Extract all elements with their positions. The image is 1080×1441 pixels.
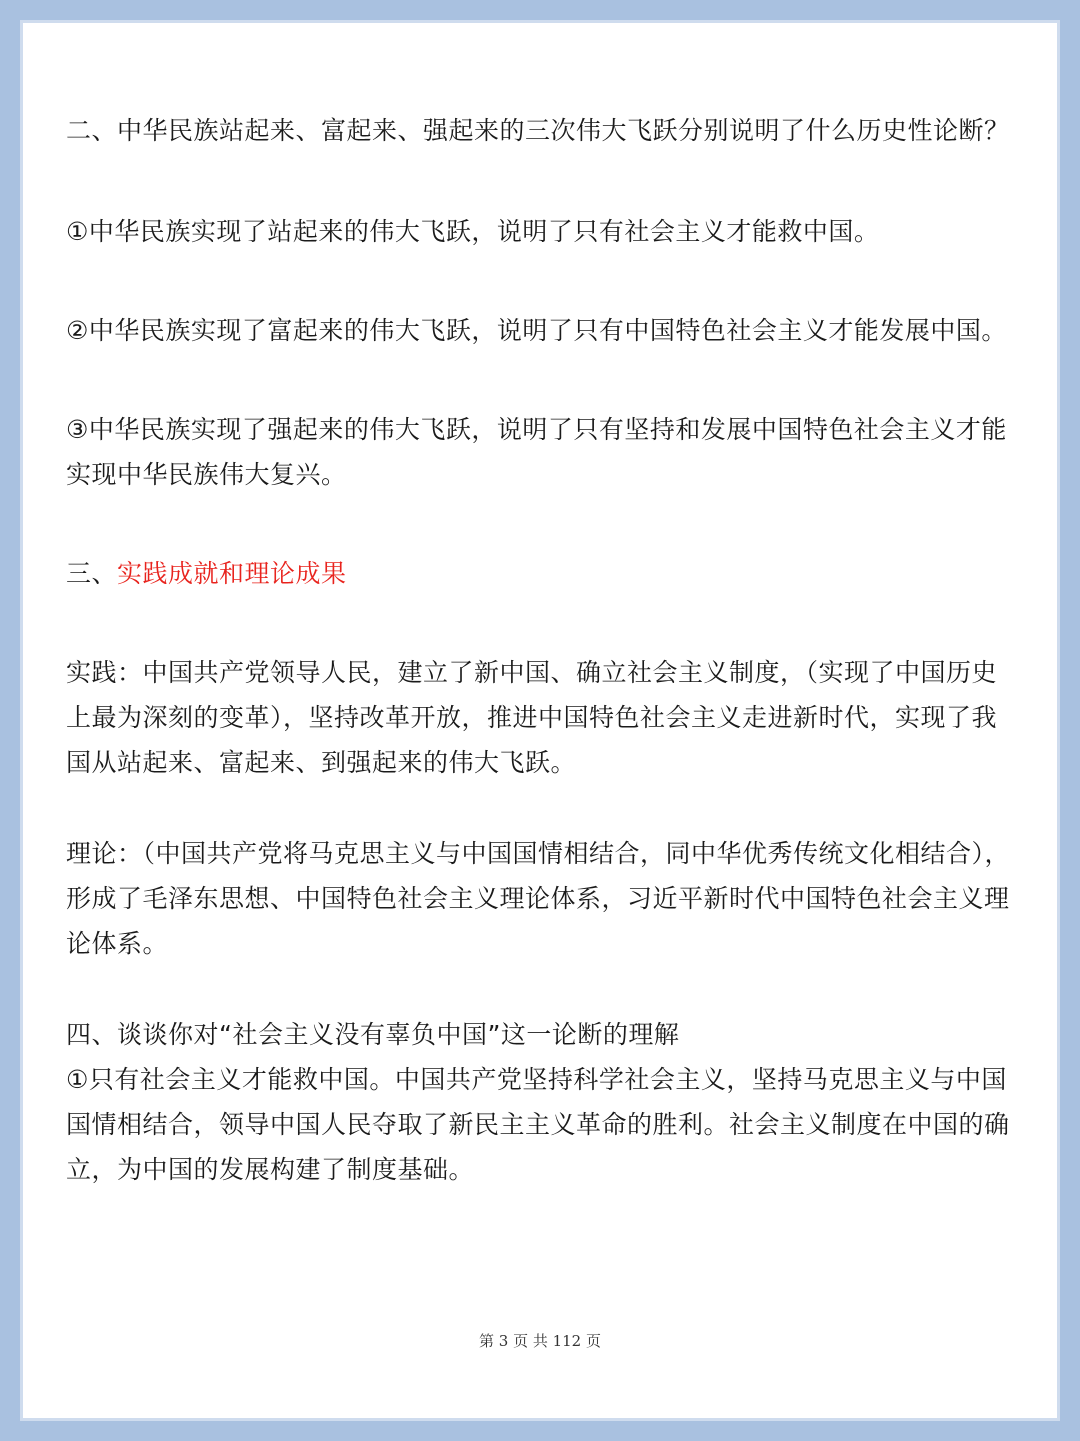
- q4-point-1: ①只有社会主义才能救中国。中国共产党坚持科学社会主义，坚持马克思主义与中国国情相结合，领导中国人民夺取了新民主主义革命的胜利。社会主义制度在中国的确立，为中国的发展构建了制度基础。: [66, 1065, 1010, 1184]
- q3-heading-highlight: 实践成就和理论成果: [117, 559, 347, 588]
- q3-heading: [66, 551, 1016, 596]
- q2-point-3: ③中华民族实现了强起来的伟大飞跃，说明了只有坚持和发展中国特色社会主义才能实现中华民族伟大复兴。: [66, 415, 1007, 489]
- page-number: 第 3 页 共 112 页: [478, 1332, 601, 1350]
- q2-point-1: ①中华民族实现了站起来的伟大飞跃，说明了只有社会主义才能救中国。: [66, 217, 880, 246]
- document-page: [20, 20, 1060, 1421]
- q3-practice: 实践：中国共产党领导人民，建立了新中国、确立社会主义制度，（实现了中国历史上最为深刻的变革），坚持改革开放，推进中国特色社会主义走进新时代，实现了我国从站起来、富起来、到强起来的伟大飞跃。: [66, 658, 998, 777]
- document-content: [66, 108, 1016, 1192]
- q4-heading: 四、谈谈你对“社会主义没有辜负中国”这一论断的理解: [66, 1020, 680, 1049]
- q3-heading-prefix: 三、: [66, 559, 118, 588]
- q2-heading: 二、中华民族站起来、富起来、强起来的三次伟大飞跃分别说明了什么历史性论断？: [66, 116, 1010, 145]
- q3-theory: 理论：（中国共产党将马克思主义与中国国情相结合，同中华优秀传统文化相结合），形成了毛泽东思想、中国特色社会主义理论体系，习近平新时代中国特色社会主义理论体系。: [66, 839, 1011, 958]
- q2-point-2: ②中华民族实现了富起来的伟大飞跃，说明了只有中国特色社会主义才能发展中国。: [66, 316, 1007, 345]
